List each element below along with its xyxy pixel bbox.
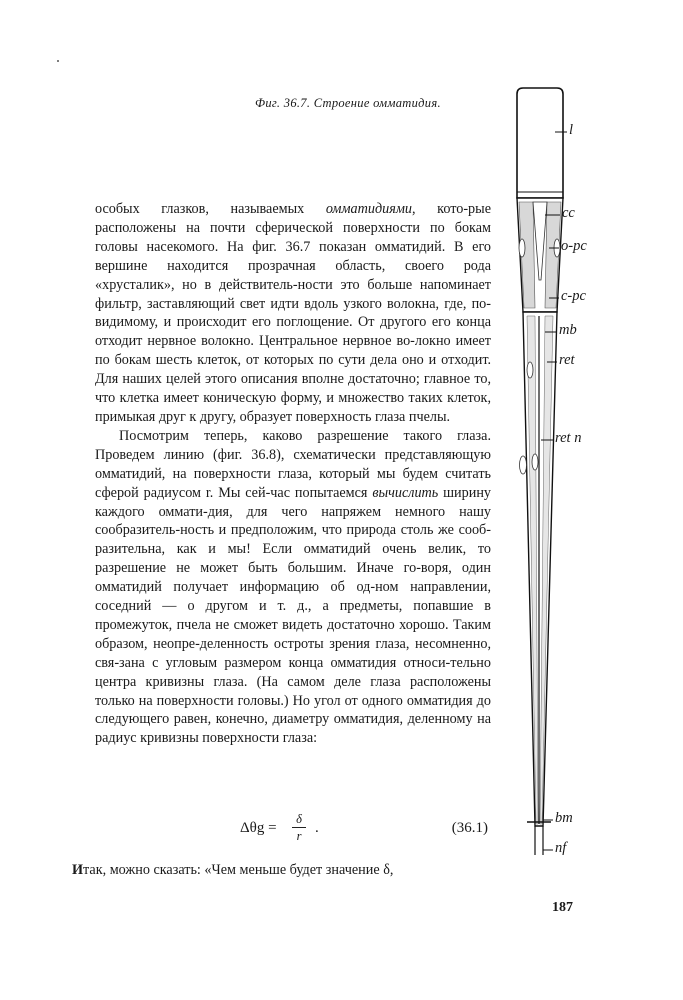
lens-cap [517, 88, 563, 198]
label-o-pc: o-pc [561, 238, 587, 254]
label-nf: nf [555, 840, 567, 856]
lead-line [72, 862, 502, 879]
retinula-nucleus-1 [527, 362, 533, 378]
formula-numerator: δ [296, 812, 302, 826]
body-text [95, 200, 491, 748]
pigment-nucleus-left [519, 239, 525, 257]
p1-before: особых глазков, называемых [95, 201, 326, 217]
lead-initial: И [72, 862, 84, 878]
figure-caption: Фиг. 36.7. Строение омматидия. [255, 96, 441, 110]
p1-term: омматидиями [325, 201, 412, 217]
retinula-nucleus-3 [520, 456, 527, 474]
formula-number: (36.1) [451, 820, 488, 836]
nerve-fibre [535, 826, 543, 855]
p1-after: , кото-рые расположены на почти сферической поверхности по бокам головы насекомого. На фиг. 36.7 показан омматидий. В его вершине находится прозрачная область, своего рода «хрусталик», но в действитель-ности это больше напоминает фильтр, заставляющий свет идти вдоль узкого волокна, где, по-видимому, и происходит его поглощение. От другого его конца отходит нервное волокно. Центральное нервное во-локно имеет по бокам шесть клеток, от которых по сути дела оно и отходит. Для наших целей этого описания вполне достаточно; главное то, что клетка имеет коническую форму, и множество таких клеток, примыкая друг к другу, образует поверхность глаза пчелы. [95, 201, 491, 425]
ommatidium-drawing [505, 80, 675, 860]
formula-dot: . [315, 820, 319, 836]
paragraph-2 [95, 427, 491, 748]
label-l: l [569, 122, 574, 138]
label-ret-n: ret n [555, 430, 582, 446]
speck [57, 60, 59, 62]
formula-lhs: Δθg = [240, 820, 277, 836]
p2-after: ширину каждого оммати-дия, для чего напряжем немного нашу сообразитель-ность и предположим, что природа столь же сооб-разительна, как и мы! Если омматидий очень велик, то разрешение не может быть большим. Иначе го-воря, один омматидий получает информацию об од-ном направлении, соседний — о другом и т. д., а предметы, попавшие в промежуток, пчела не сможет видеть достаточно хорошо. Таким образом, неопре-деленность остроты зрения глаза, несомненно, свя-зана с угловым размером конца омматидия относи-тельно центра кривизны глаза. (На самом деле глаза расположены только на поверхности головы.) Но угол от одного омматидия до следующего равен, конечно, диаметру омматидия, деленному на радиус кривизны поверхности глаза: [95, 484, 491, 747]
label-c-pc: c-pc [561, 288, 586, 304]
p2-before: Посмотрим теперь, каково разрешение такого глаза. Проведем линию (фиг. 36.8), схематически представляющую омматидий, на поверхности глаза, который мы будем считать сферой радиусом r. Мы сей-час попытаемся [95, 427, 491, 501]
label-ret: ret [559, 352, 575, 368]
fraction-bar [292, 827, 306, 828]
label-cc: cc [562, 205, 575, 221]
formula-denominator: r [296, 829, 302, 843]
ommatidium-figure [505, 80, 675, 860]
formula-fraction [292, 812, 306, 843]
lead-rest: так, можно сказать: «Чем меньше будет значение δ, [83, 862, 394, 878]
retinula-nucleus-2 [532, 454, 538, 470]
p2-term: вычислить [372, 484, 439, 501]
label-mb: mb [559, 322, 577, 338]
paragraph-1 [95, 200, 491, 427]
label-bm: bm [555, 810, 573, 826]
page-number: 187 [552, 900, 573, 915]
